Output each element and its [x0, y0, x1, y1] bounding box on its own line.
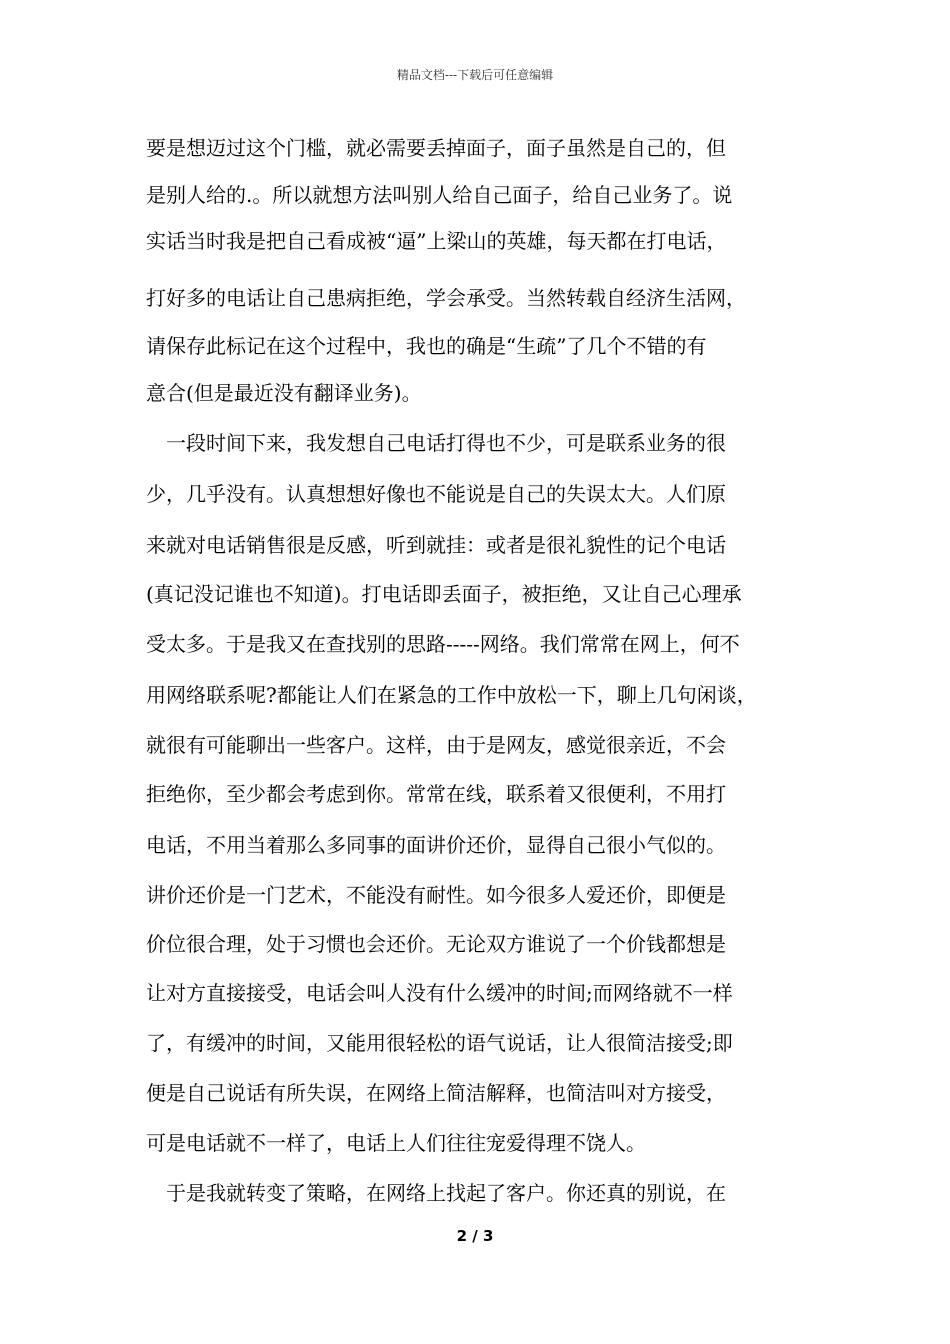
page-number: 2 / 3: [456, 1227, 494, 1245]
text-line: 意合(但是最近没有翻译业务)。: [146, 381, 422, 405]
text-line: 拒绝你，至少都会考虑到你。常常在线，联系着又很便利，不用打: [146, 782, 726, 806]
text-line: 电话，不用当着那么多同事的面讲价还价，显得自己很小气似的。: [146, 833, 726, 857]
text-line: 是别人给的.。所以就想方法叫别人给自己面子，给自己业务了。说: [146, 183, 733, 207]
text-line: 少，几乎没有。认真想想好像也不能说是自己的失误太大。人们原: [146, 482, 726, 506]
text-line: 受太多。于是我又在查找别的思路-----网络。我们常常在网上，何不: [146, 632, 740, 656]
text-line: 便是自己说话有所失误，在网络上简洁解释，也简洁叫对方接受，: [146, 1081, 726, 1105]
text-line: 可是电话就不一样了，电话上人们往往宠爱得理不饶人。: [146, 1131, 646, 1155]
text-line: 就很有可能聊出一些客户。这样，由于是网友，感觉很亲近，不会: [146, 733, 726, 757]
text-line: 请保存此标记在这个过程中，我也的确是“生疏”了几个不错的有: [146, 334, 707, 358]
text-line: 来就对电话销售很是反感，听到就挂：或者是很礼貌性的记个电话: [146, 533, 726, 557]
text-line: 实话当时我是把自己看成被“逼”上梁山的英雄，每天都在打电话，: [146, 229, 727, 253]
text-line: (真记没记谁也不知道)。打电话即丢面子，被拒绝，又让自己心理承: [146, 582, 742, 606]
text-line: 讲价还价是一门艺术，不能没有耐性。如今很多人爱还价，即便是: [146, 883, 726, 907]
page-header: 精品文档---下载后可任意编辑: [396, 68, 554, 82]
text-line: 了，有缓冲的时间，又能用很轻松的语气说话，让人很简洁接受;即: [146, 1031, 733, 1055]
text-line: 价位很合理，处于习惯也会还价。无论双方谁说了一个价钱都想是: [146, 932, 726, 956]
text-line: 一段时间下来，我发想自己电话打得也不少，可是联系业务的很: [166, 431, 726, 455]
text-line: 用网络联系呢?都能让人们在紧急的工作中放松一下，聊上几句闲谈，: [146, 683, 757, 707]
text-line: 打好多的电话让自己患病拒绝，学会承受。当然转载自经济生活网，: [146, 286, 746, 310]
text-line: 要是想迈过这个门槛，就必需要丢掉面子，面子虽然是自己的，但: [146, 136, 726, 160]
text-line: 让对方直接接受，电话会叫人没有什么缓冲的时间;而网络就不一样: [146, 981, 733, 1005]
text-line: 于是我就转变了策略，在网络上找起了客户。你还真的别说，在: [166, 1181, 726, 1205]
